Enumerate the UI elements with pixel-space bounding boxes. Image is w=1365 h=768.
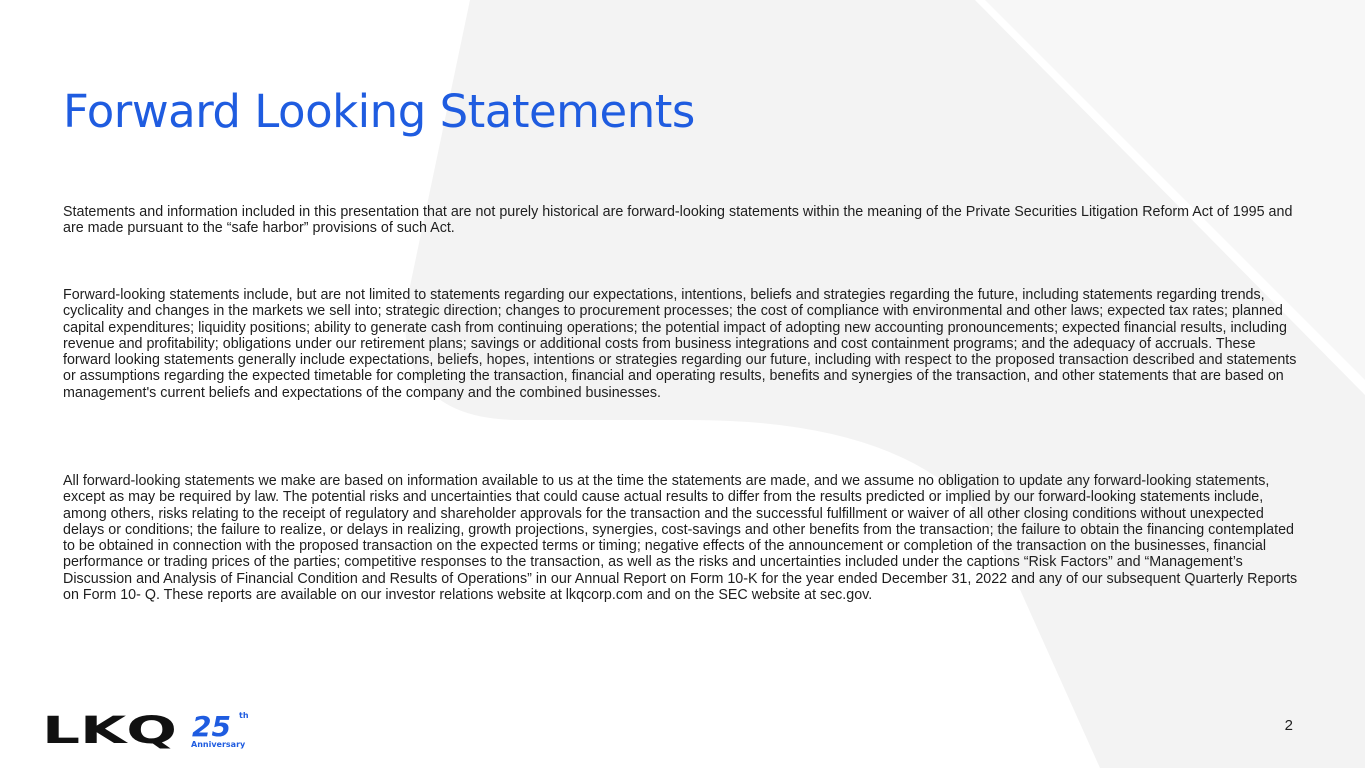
anniversary-suffix: th xyxy=(239,711,249,720)
lkq-wordmark: LKQ xyxy=(42,709,177,750)
lkq-25th-anniversary-logo xyxy=(42,708,257,750)
page-number: 2 xyxy=(1284,717,1293,734)
paragraph-safe-harbor: Statements and information included in this presentation that are not purely historical are forward-looking statements within the meaning of the Private Securities Litigation Reform Act of 1995 and are made pursuant to the “safe harbor” provisions of such Act. xyxy=(63,204,1293,237)
paragraph-risks-and-uncertainties: All forward-looking statements we make are based on information available to us at the time the statements are made, and we assume no obligation to update any forward-looking statements, except as may be required by law. The potential risks and uncertainties that could cause actual results to differ from the results predicted or implied by our forward-looking statements include, among others, risks relating to the receipt of regulatory and shareholder approvals for the transaction and the successful fulfillment or waiver of all other closing conditions without unexpected delays or conditions; the failure to realize, or delays in realizing, growth projections, synergies, cost-savings and other benefits from the transaction; the failure to obtain the financing contemplated to be obtained in connection with the proposed transaction on the expected terms or timing; negative effects of the announcement or completion of the transaction on the businesses, financial performance or trading prices of the parties; competitive responses to the transaction, as well as the risks and uncertainties included under the captions “Risk Factors” and “Management’s Discussion and Analysis of Financial Condition and Results of Operations” in our Annual Report on Form 10-K for the year ended December 31, 2022 and any of our subsequent Quarterly Reports on Form 10- Q. These reports are available on our investor relations website at lkqcorp.com and on the SEC website at sec.gov. xyxy=(63,473,1298,604)
slide-title: Forward Looking Statements xyxy=(63,85,695,138)
anniversary-number: 25 xyxy=(192,710,231,743)
anniversary-word: Anniversary xyxy=(191,740,246,749)
paragraph-forward-looking-scope: Forward-looking statements include, but are not limited to statements regarding our expectations, intentions, beliefs and strategies regarding the future, including statements regarding trends, cyclicality and changes in the markets we sell into; strategic direction; changes to procurement processes; the cost of compliance with environmental and other laws; expected tax rates; planned capital expenditures; liquidity positions; ability to generate cash from continuing operations; the potential impact of adopting new accounting pronouncements; expected financial results, including revenue and profitability; obligations under our retirement plans; savings or additional costs from business integrations and cost containment programs; and the adequacy of accruals. These forward looking statements generally include expectations, beliefs, hopes, intentions or strategies regarding our future, including with respect to the proposed transaction described and statements or assumptions regarding the expected timetable for completing the transaction, financial and operating results, benefits and synergies of the transaction, and other statements that are based on management's current beliefs and expectations of the company and the combined businesses. xyxy=(63,287,1297,401)
